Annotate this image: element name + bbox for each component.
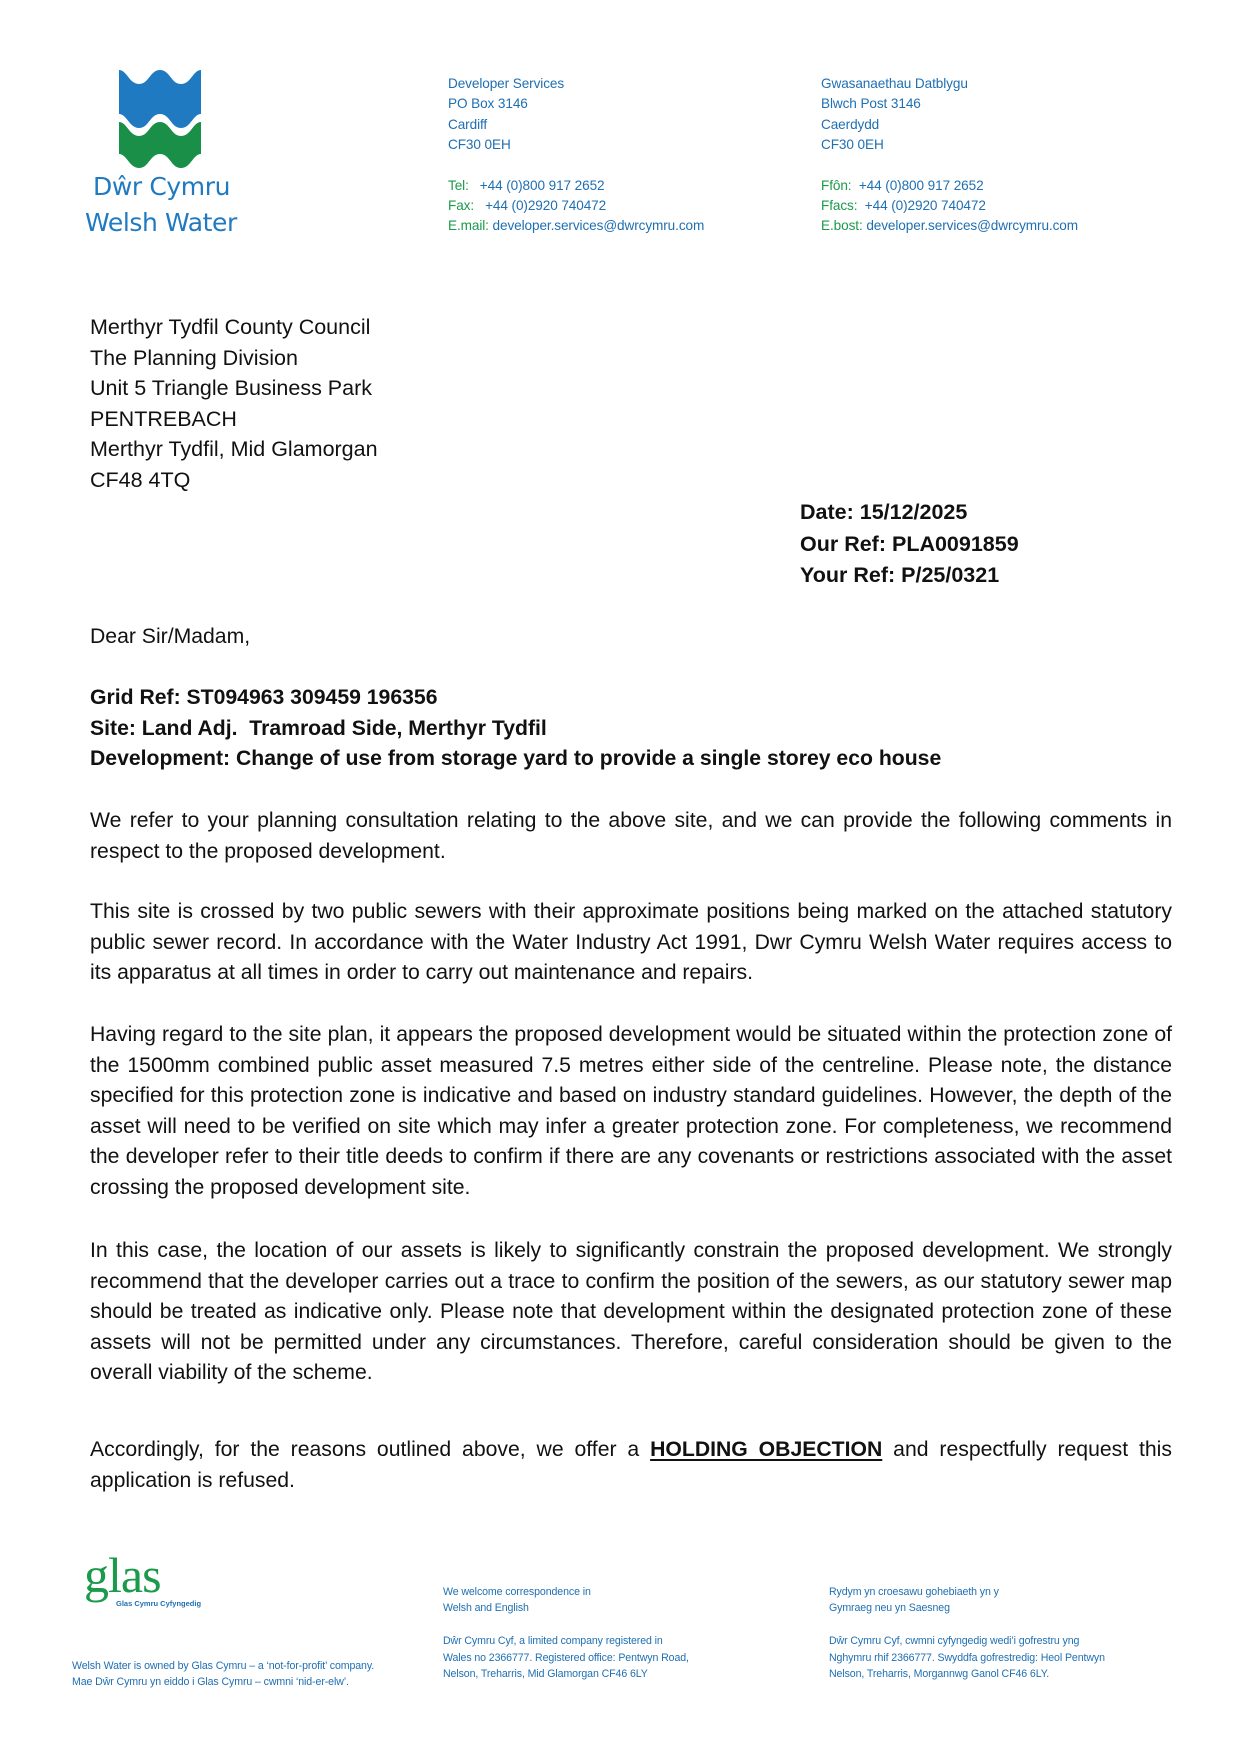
welsh-contact-block <box>821 74 1078 237</box>
tel-label: Tel: <box>448 177 469 193</box>
our-reference: Our Ref: PLA0091859 <box>800 531 1019 556</box>
ownership-line-cy: Mae Dŵr Cymru yn eiddo i Glas Cymru – cwmni ‘nid-er-elw’. <box>72 1676 349 1689</box>
footer-line: Nghymru rhif 2366777. Swyddfa gofrestredig: Heol Pentwyn <box>829 1651 1105 1664</box>
footer-line: Dŵr Cymru Cyf, cwmni cyfyngedig wedi’i gofrestru yng <box>829 1635 1080 1648</box>
ownership-statement <box>72 1658 374 1690</box>
address-line: CF30 0EH <box>821 137 884 153</box>
tel-row <box>821 176 1078 196</box>
fax-label: Fax: <box>448 198 475 214</box>
email-link[interactable]: developer.services@dwrcymru.com <box>492 218 705 234</box>
fax-row <box>448 196 704 216</box>
email-row <box>448 216 704 236</box>
address-line: Gwasanaethau Datblygu <box>821 76 968 91</box>
address-line: Cardiff <box>448 116 488 132</box>
closing-text: Accordingly, for the reasons outlined above, we offer a <box>90 1438 651 1461</box>
letter-date: Date: 15/12/2025 <box>800 500 968 524</box>
holding-objection-emphasis: HOLDING OBJECTION <box>650 1438 883 1461</box>
footer-line: Wales no 2366777. Registered office: Pentwyn Road, <box>443 1651 689 1664</box>
tel-value: +44 (0)800 917 2652 <box>479 177 605 193</box>
email-label: E.mail: <box>448 218 489 234</box>
address-line: CF30 0EH <box>448 137 511 153</box>
logo-english-name: Welsh Water <box>85 208 237 237</box>
fax-row <box>821 196 1078 216</box>
body-paragraph: This site is crossed by two public sewers with their approximate positions being marked on the attached statutory public sewer record. In accordance with the Water Industry Act 1991, Dwr Cymru Welsh Water requires access to its apparatus at all times in order to carry out maintenance and repairs. <box>90 900 1172 984</box>
footer-line: Nelson, Treharris, Morgannwg Ganol CF46 6LY. <box>829 1667 1050 1680</box>
salutation: Dear Sir/Madam, <box>90 625 251 648</box>
email-row <box>821 216 1078 236</box>
footer-line: Dŵr Cymru Cyf, a limited company registered in <box>443 1635 663 1648</box>
body-paragraph: In this case, the location of our assets is likely to significantly constrain the proposed development. We strongly recommend that the developer carries out a trace to confirm the position of the sewers, as our statutory sewer map should be treated as indicative only. Please note that development within the designated protection zone of these assets will not be permitted under any circumstances. Therefore, careful consideration should be given to the overall viability of the scheme. <box>90 1239 1172 1384</box>
welsh-water-logo <box>85 70 245 242</box>
footer-welsh-column <box>829 1584 1105 1682</box>
site-description: Site: Land Adj. Tramroad Side, Merthyr Tydfil <box>90 716 547 740</box>
ownership-line-en: Welsh Water is owned by Glas Cymru – a ‘not-for-profit’ company. <box>72 1660 375 1672</box>
footer-line: Nelson, Treharris, Mid Glamorgan CF46 6LY <box>443 1667 648 1680</box>
footer-line: Rydym yn croesawu gohebiaeth yn y <box>829 1586 999 1598</box>
reference-block <box>800 497 1019 592</box>
address-line: Caerdydd <box>821 116 880 132</box>
email-link[interactable]: developer.services@dwrcymru.com <box>866 218 1078 234</box>
english-contact-block <box>448 74 704 237</box>
recipient-address <box>90 312 378 495</box>
email-label: E.bost: <box>821 218 863 234</box>
fax-label: Ffacs: <box>821 198 858 214</box>
tel-row <box>448 176 704 196</box>
tel-value: +44 (0)800 917 2652 <box>858 177 984 193</box>
recipient-line: Merthyr Tydfil County Council <box>90 315 371 339</box>
glas-logo-word: glas <box>84 1547 161 1603</box>
closing-paragraph <box>90 1435 1172 1496</box>
welsh-water-wave-icon <box>119 70 201 168</box>
recipient-line: Unit 5 Triangle Business Park <box>90 376 373 400</box>
footer-line: Welsh and English <box>443 1602 529 1615</box>
address-line: Blwch Post 3146 <box>821 96 921 112</box>
closing-text: and respectfully request this application is refused. <box>90 1438 1172 1492</box>
fax-value: +44 (0)2920 740472 <box>864 198 986 214</box>
glas-logo-subtitle: Glas Cymru Cyfyngedig <box>116 1599 202 1608</box>
recipient-line: PENTREBACH <box>90 406 237 431</box>
address-line: PO Box 3146 <box>448 96 528 112</box>
address-line: Developer Services <box>448 76 565 91</box>
footer-english-column <box>443 1584 689 1682</box>
body-paragraph: We refer to your planning consultation relating to the above site, and we can provide the following comments in respect to the proposed development. <box>90 809 1172 863</box>
recipient-line: Merthyr Tydfil, Mid Glamorgan <box>90 437 378 461</box>
footer-line: Gymraeg neu yn Saesneg <box>829 1602 950 1615</box>
recipient-line: The Planning Division <box>90 345 298 370</box>
body-paragraph: Having regard to the site plan, it appears the proposed development would be situated within the protection zone of the 1500mm combined public asset measured 7.5 metres either side of the centreline. Please note, the distance specified for this protection zone is indicative and based on industry standard guidelines. However, the depth of the asset will need to be verified on site which may infer a greater protection zone. For completeness, we recommend the developer refer to their title deeds to confirm if there are any covenants or restrictions associated with the asset crossing the proposed development site. <box>90 1023 1172 1199</box>
glas-cymru-logo <box>84 1547 202 1608</box>
your-reference: Your Ref: P/25/0321 <box>800 563 1000 587</box>
development-description: Development: Change of use from storage yard to provide a single storey eco house <box>90 747 942 770</box>
footer-line: We welcome correspondence in <box>443 1586 591 1598</box>
logo-welsh-name: Dŵr Cymru <box>93 172 231 201</box>
grid-reference: Grid Ref: ST094963 309459 196356 <box>90 686 438 709</box>
fax-value: +44 (0)2920 740472 <box>485 198 607 214</box>
recipient-line: CF48 4TQ <box>90 467 191 492</box>
tel-label: Ffôn: <box>821 177 852 193</box>
subject-block <box>90 683 1172 775</box>
